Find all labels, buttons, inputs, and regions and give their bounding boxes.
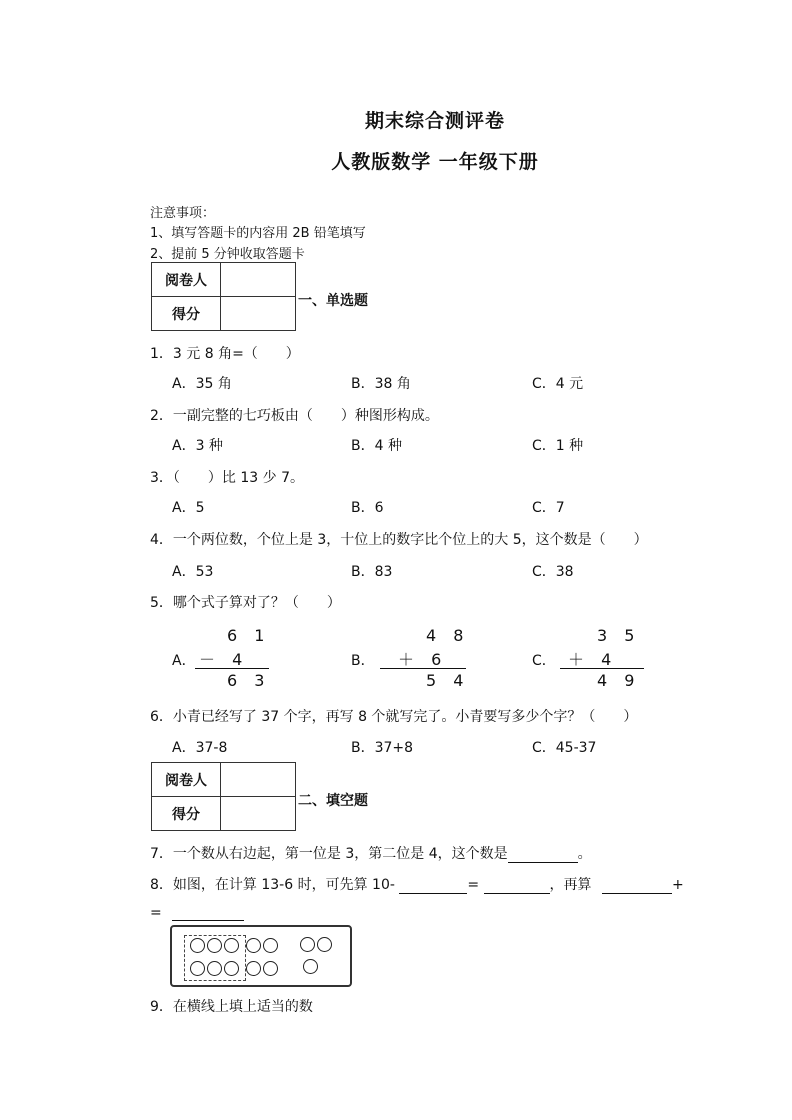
calc-a-result: 6 3 bbox=[227, 671, 271, 690]
question-4-option-c[interactable]: C．38 bbox=[532, 564, 574, 580]
reviewer-label: 阅卷人 bbox=[152, 763, 221, 797]
question-8 bbox=[150, 874, 684, 894]
question-8-equals: = bbox=[467, 877, 480, 893]
question-1-option-a[interactable]: A．35 角 bbox=[172, 376, 232, 392]
counter-circle bbox=[207, 938, 222, 953]
question-8-blank-1[interactable] bbox=[399, 879, 467, 894]
score-table-2 bbox=[151, 762, 296, 831]
question-3-stem: 3．（ ）比 13 少 7。 bbox=[150, 470, 304, 486]
question-8-text: 8．如图，在计算 13-6 时，可先算 10- bbox=[150, 877, 395, 893]
calc-c-top: 3 5 bbox=[597, 626, 641, 645]
counter-circle bbox=[224, 961, 239, 976]
score-label: 得分 bbox=[152, 297, 221, 331]
calc-b-line bbox=[380, 668, 466, 669]
vertical-calc-a bbox=[195, 626, 295, 690]
calc-b-operation: ＋ 6 bbox=[398, 650, 448, 669]
calc-b-top: 4 8 bbox=[426, 626, 470, 645]
question-3-option-c[interactable]: C．7 bbox=[532, 500, 565, 516]
question-4-option-a[interactable]: A．53 bbox=[172, 564, 214, 580]
calc-c-line bbox=[560, 668, 644, 669]
question-6-option-c[interactable]: C．45-37 bbox=[532, 740, 597, 756]
counter-circle bbox=[317, 937, 332, 952]
question-5-stem: 5．哪个式子算对了？（ ） bbox=[150, 595, 341, 611]
counters-diagram bbox=[170, 925, 352, 987]
score-table-1 bbox=[151, 262, 296, 331]
question-5-option-c[interactable]: C． bbox=[532, 653, 556, 669]
calc-a-top: 6 1 bbox=[227, 626, 271, 645]
question-7-blank[interactable] bbox=[508, 848, 578, 863]
question-2-option-b[interactable]: B．4 种 bbox=[351, 438, 402, 454]
score-cell[interactable] bbox=[221, 797, 296, 831]
question-6-stem: 6．小青已经写了 37 个字，再写 8 个就写完了。小青要写多少个字？（ ） bbox=[150, 709, 638, 725]
calc-b-result: 5 4 bbox=[426, 671, 470, 690]
calc-a-line bbox=[195, 668, 269, 669]
question-4-option-b[interactable]: B．83 bbox=[351, 564, 393, 580]
question-7-text: 7．一个数从右边起，第一位是 3，第二位是 4，这个数是 bbox=[150, 846, 508, 862]
question-8-blank-2[interactable] bbox=[484, 879, 550, 894]
notes-item-2: 2、提前 5 分钟收取答题卡 bbox=[150, 247, 305, 262]
question-6-option-a[interactable]: A．37-8 bbox=[172, 740, 228, 756]
counter-circle bbox=[246, 938, 261, 953]
question-8-blank-4[interactable] bbox=[172, 906, 244, 921]
reviewer-cell[interactable] bbox=[221, 263, 296, 297]
question-5-option-a[interactable]: A． bbox=[172, 653, 196, 669]
vertical-calc-b bbox=[376, 626, 476, 690]
counter-circle bbox=[190, 938, 205, 953]
counter-circle bbox=[246, 961, 261, 976]
question-8-line-2 bbox=[150, 905, 244, 921]
question-6-option-b[interactable]: B．37+8 bbox=[351, 740, 414, 756]
score-label: 得分 bbox=[152, 797, 221, 831]
calc-c-operation: ＋ 4 bbox=[568, 650, 618, 669]
counter-circle bbox=[300, 937, 315, 952]
question-8-equals-2: = bbox=[150, 905, 162, 921]
question-7 bbox=[150, 843, 592, 863]
counter-circle bbox=[224, 938, 239, 953]
counter-circle bbox=[207, 961, 222, 976]
reviewer-cell[interactable] bbox=[221, 763, 296, 797]
section-title-single-choice: 一、单选题 bbox=[298, 293, 368, 309]
page-title: 期末综合测评卷 bbox=[364, 110, 505, 132]
notes-item-1: 1、填写答题卡的内容用 2B 铅笔填写 bbox=[150, 226, 366, 241]
calc-a-operation: － 4 bbox=[199, 650, 249, 669]
calc-c-result: 4 9 bbox=[597, 671, 641, 690]
question-1-option-b[interactable]: B．38 角 bbox=[351, 376, 411, 392]
question-3-option-b[interactable]: B．6 bbox=[351, 500, 384, 516]
question-3-option-a[interactable]: A．5 bbox=[172, 500, 205, 516]
question-8-plus: + bbox=[672, 877, 684, 893]
question-4-stem: 4．一个两位数，个位上是 3，十位上的数字比个位上的大 5，这个数是（ ） bbox=[150, 532, 648, 548]
question-8-comma: ，再算 bbox=[549, 877, 592, 893]
question-1-option-c[interactable]: C．4 元 bbox=[532, 376, 584, 392]
counter-circle bbox=[263, 938, 278, 953]
question-2-option-c[interactable]: C．1 种 bbox=[532, 438, 584, 454]
question-7-end: 。 bbox=[577, 846, 592, 862]
notes-heading: 注意事项： bbox=[150, 206, 216, 221]
question-9-text: 9．在横线上填上适当的数 bbox=[150, 999, 313, 1015]
question-5-option-b[interactable]: B． bbox=[351, 653, 375, 669]
vertical-calc-c bbox=[560, 626, 660, 690]
reviewer-label: 阅卷人 bbox=[152, 263, 221, 297]
question-2-option-a[interactable]: A．3 种 bbox=[172, 438, 223, 454]
question-1-stem: 1．3 元 8 角=（ ） bbox=[150, 346, 300, 362]
section-title-fill-in: 二、填空题 bbox=[298, 793, 368, 809]
page-subtitle: 人教版数学 一年级下册 bbox=[331, 151, 539, 173]
question-2-stem: 2．一副完整的七巧板由（ ）种图形构成。 bbox=[150, 408, 439, 424]
counter-circle bbox=[190, 961, 205, 976]
question-8-blank-3[interactable] bbox=[602, 879, 672, 894]
score-cell[interactable] bbox=[221, 297, 296, 331]
counter-circle bbox=[263, 961, 278, 976]
counter-circle bbox=[303, 959, 318, 974]
